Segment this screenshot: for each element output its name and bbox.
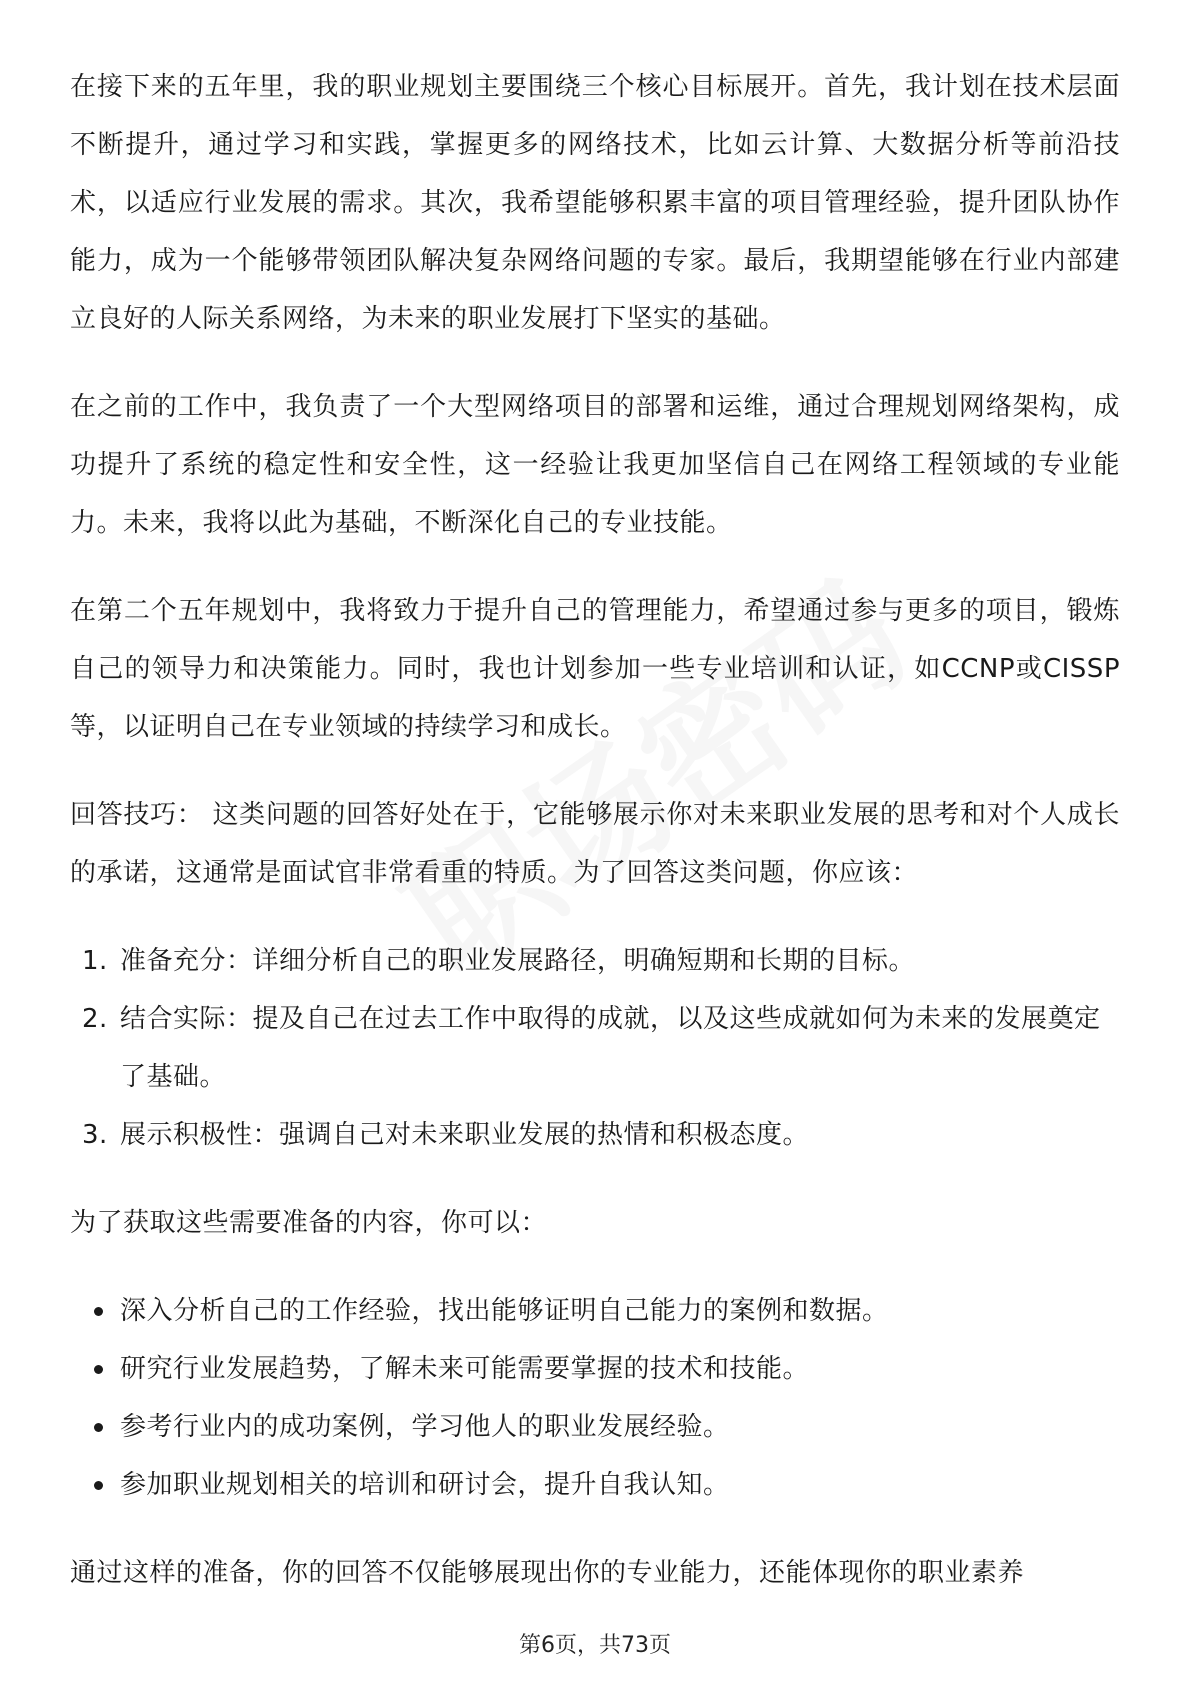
- paragraph-answer-tips: 回答技巧： 这类问题的回答好处在于，它能够展示你对未来职业发展的思考和对个人成长的承诺，这通常是面试官非常看重的特质。为了回答这类问题，你应该：: [70, 800, 1120, 888]
- list-number: 1.: [82, 946, 108, 976]
- tips-list: [70, 932, 1120, 1164]
- bullet-icon: [94, 1481, 103, 1490]
- list-number: 3.: [82, 1120, 108, 1150]
- list-item-text: 深入分析自己的工作经验，找出能够证明自己能力的案例和数据。: [120, 1296, 889, 1326]
- list-item: [70, 1282, 1120, 1340]
- document-body: [70, 58, 1120, 1632]
- list-item-text: 准备充分：详细分析自己的职业发展路径，明确短期和长期的目标。: [120, 946, 916, 976]
- bullet-icon: [94, 1365, 103, 1374]
- list-item: [70, 1456, 1120, 1514]
- list-item: [70, 932, 1120, 990]
- list-number: 2.: [82, 1004, 108, 1034]
- list-item-text: 研究行业发展趋势，了解未来可能需要掌握的技术和技能。: [120, 1354, 810, 1384]
- list-item: [70, 1340, 1120, 1398]
- list-item-text: 参考行业内的成功案例，学习他人的职业发展经验。: [120, 1412, 730, 1442]
- list-item-text: 展示积极性：强调自己对未来职业发展的热情和积极态度。: [120, 1120, 810, 1150]
- paragraph-prep-intro: 为了获取这些需要准备的内容，你可以：: [70, 1208, 548, 1238]
- prep-list: [70, 1282, 1120, 1514]
- bullet-icon: [94, 1423, 103, 1432]
- page-number: 第6页，共73页: [519, 1633, 671, 1658]
- paragraph-career-goals: 在接下来的五年里，我的职业规划主要围绕三个核心目标展开。首先，我计划在技术层面不断提升，通过学习和实践，掌握更多的网络技术，比如云计算、大数据分析等前沿技术，以适应行业发展的需求。其次，我希望能够积累丰富的项目管理经验，提升团队协作能力，成为一个能够带领团队解决复杂网络问题的专家。最后，我期望能够在行业内部建立良好的人际关系网络，为未来的职业发展打下坚实的基础。: [70, 72, 1120, 334]
- list-item: [70, 1398, 1120, 1456]
- paragraph-second-plan: 在第二个五年规划中，我将致力于提升自己的管理能力，希望通过参与更多的项目，锻炼自己的领导力和决策能力。同时，我也计划参加一些专业培训和认证，如CCNP或CISSP等，以证明自己在专业领域的持续学习和成长。: [70, 596, 1120, 742]
- list-item-text: 结合实际：提及自己在过去工作中取得的成就，以及这些成就如何为未来的发展奠定了基础。: [120, 1004, 1101, 1092]
- paragraph-closing: 通过这样的准备，你的回答不仅能够展现出你的专业能力，还能体现你的职业素养: [70, 1558, 1025, 1588]
- list-item: [70, 990, 1120, 1106]
- list-item-text: 参加职业规划相关的培训和研讨会，提升自我认知。: [120, 1470, 730, 1500]
- paragraph-past-work: 在之前的工作中，我负责了一个大型网络项目的部署和运维，通过合理规划网络架构，成功提升了系统的稳定性和安全性，这一经验让我更加坚信自己在网络工程领域的专业能力。未来，我将以此为基础，不断深化自己的专业技能。: [70, 392, 1120, 538]
- bullet-icon: [94, 1307, 103, 1316]
- list-item: [70, 1106, 1120, 1164]
